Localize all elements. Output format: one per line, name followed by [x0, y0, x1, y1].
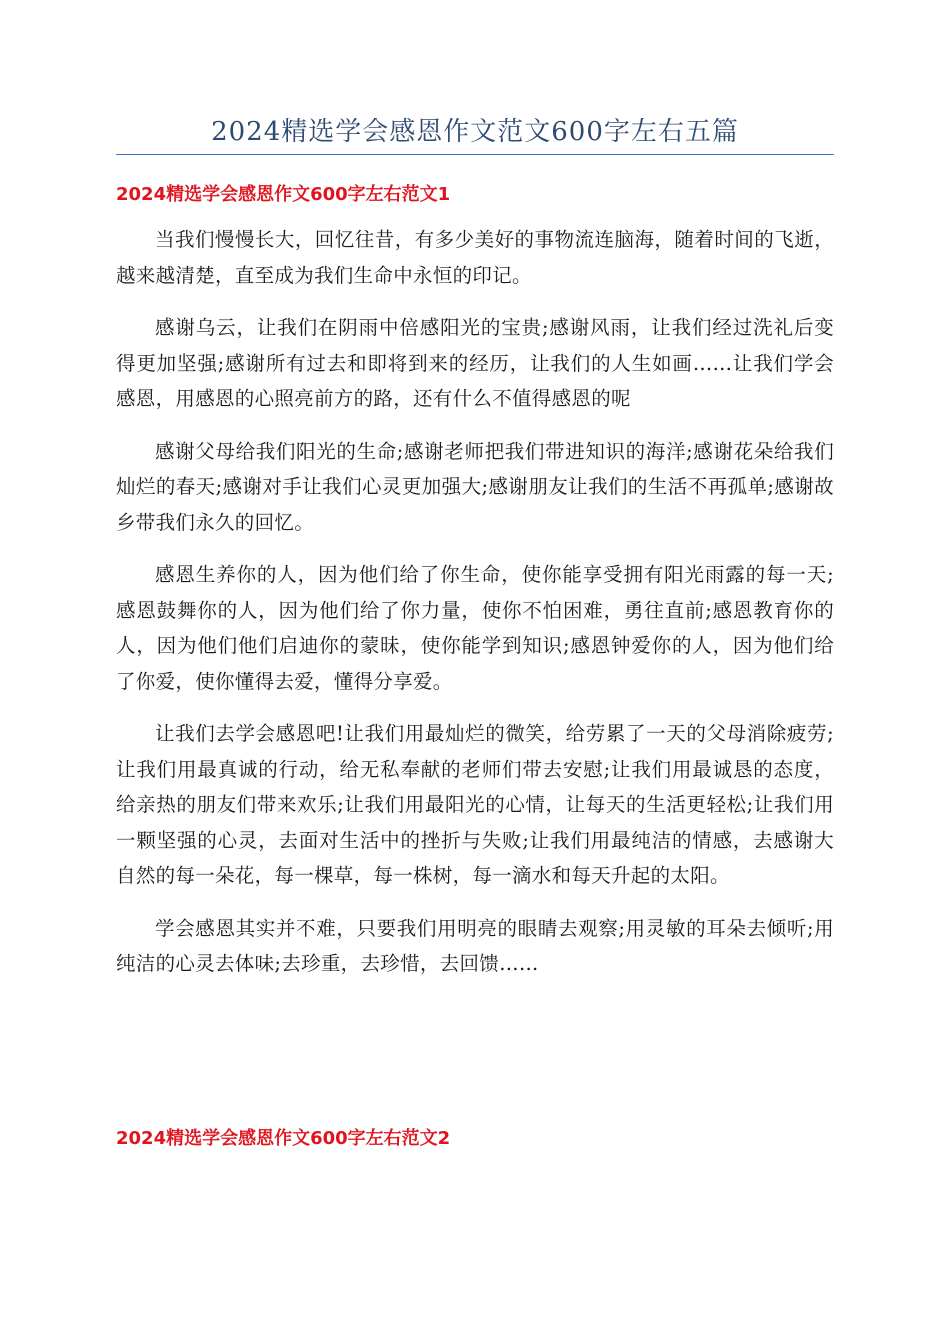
title-underline: [116, 154, 834, 155]
paragraph-2: 感谢乌云，让我们在阴雨中倍感阳光的宝贵;感谢风雨，让我们经过洗礼后变得更加坚强;感谢所有过去和即将到来的经历，让我们的人生如画……让我们学会感恩，用感恩的心照亮前方的路，还有什么不值得感恩的呢: [116, 316, 834, 410]
paragraph-4: 感恩生养你的人，因为他们给了你生命，使你能享受拥有阳光雨露的每一天;感恩鼓舞你的人，因为他们给了你力量，使你不怕困难，勇往直前;感恩教育你的人，因为他们他们启迪你的蒙昧，使你能学到知识;感恩钟爱你的人，因为他们给了你爱，使你懂得去爱，懂得分享爱。: [116, 563, 834, 693]
paragraph-1: 当我们慢慢长大，回忆往昔，有多少美好的事物流连脑海，随着时间的飞逝，越来越清楚，直至成为我们生命中永恒的印记。: [116, 228, 834, 287]
paragraph-6: 学会感恩其实并不难，只要我们用明亮的眼睛去观察;用灵敏的耳朵去倾听;用纯洁的心灵去体味;去珍重，去珍惜，去回馈……: [116, 916, 834, 975]
section-heading-2: 2024精选学会感恩作文600字左右范文2: [116, 1128, 451, 1149]
section-heading-1: 2024精选学会感恩作文600字左右范文1: [116, 184, 451, 205]
section-1-body: [116, 222, 834, 999]
paragraph-3: 感谢父母给我们阳光的生命;感谢老师把我们带进知识的海洋;感谢花朵给我们灿烂的春天;感谢对手让我们心灵更加强大;感谢朋友让我们的生活不再孤单;感谢故乡带我们永久的回忆。: [116, 439, 834, 534]
paragraph-5: 让我们去学会感恩吧!让我们用最灿烂的微笑，给劳累了一天的父母消除疲劳;让我们用最真诚的行动，给无私奉献的老师们带去安慰;让我们用最诚恳的态度，给亲热的朋友们带来欢乐;让我们用最阳光的心情，让每天的生活更轻松;让我们用一颗坚强的心灵，去面对生活中的挫折与失败;让我们用最纯洁的情感，去感谢大自然的每一朵花，每一棵草，每一株树，每一滴水和每天升起的太阳。: [116, 722, 834, 887]
document-title: 2024精选学会感恩作文范文600字左右五篇: [211, 117, 739, 147]
